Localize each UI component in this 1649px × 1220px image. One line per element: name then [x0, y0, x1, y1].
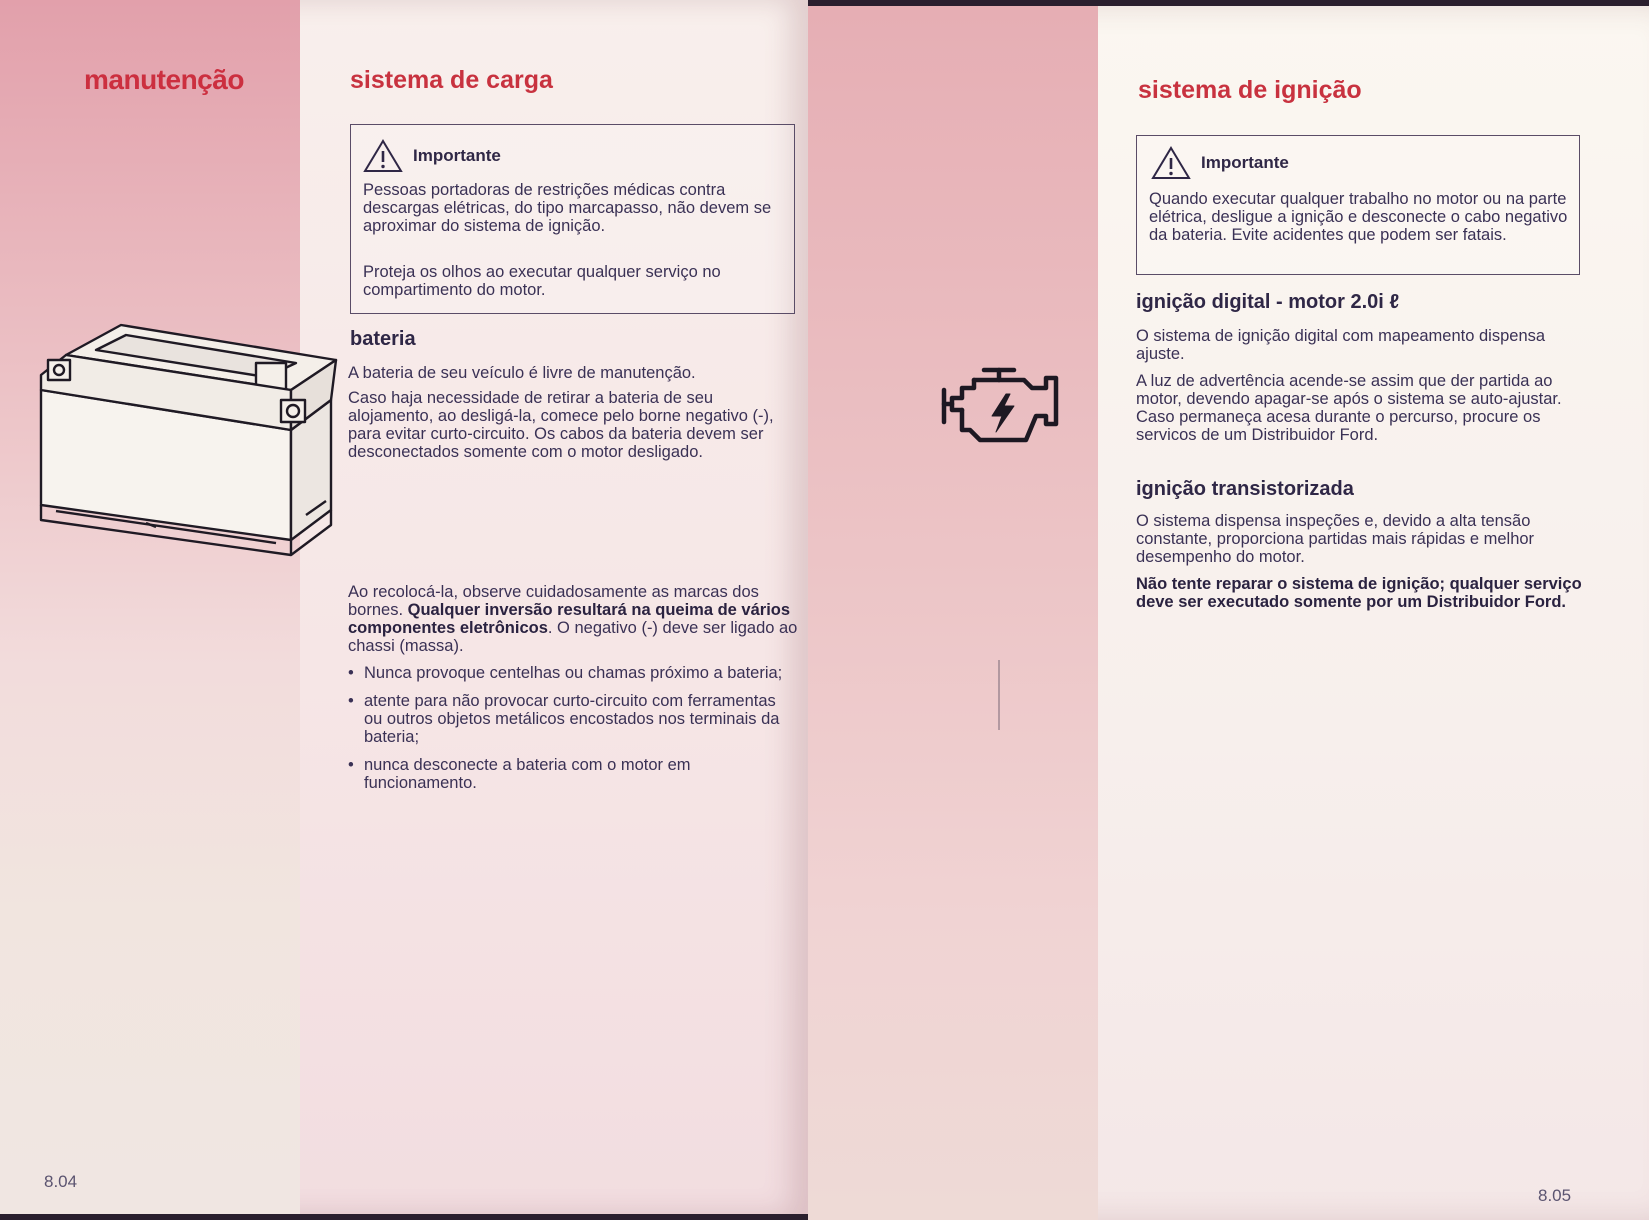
engine-warning-icon [940, 364, 1070, 448]
bateria-heading: bateria [350, 328, 416, 350]
important-title: Importante [1201, 153, 1289, 172]
important-header [1151, 146, 1289, 180]
battery-illustration [26, 315, 356, 565]
left-page [0, 0, 808, 1214]
important-text-2: Proteja os olhos ao executar qualquer serviço no compartimento do motor. [363, 263, 721, 299]
bateria-p3-end: . O negativo (-) deve ser ligado ao chassi (massa). [348, 619, 798, 655]
warning-triangle-icon [1151, 146, 1191, 180]
bateria-p2: Caso haja necessidade de retirar a bateria de seu alojamento, ao desligá-la, comece pelo borne negativo (-), para evitar curto-circuito. Os cabos da bateria devem ser desconectados somente com o motor desligado. [348, 389, 774, 461]
pen-mark [998, 660, 1000, 730]
important-text-1: Pessoas portadoras de restrições médicas contra descargas elétricas, do tipo marcapasso, não devem se aproximar do sistema de ignição. [363, 181, 772, 235]
digital-heading: ignição digital - motor 2.0i ℓ [1136, 291, 1400, 313]
important-text-right: Quando executar qualquer trabalho no motor ou na parte elétrica, desligue a ignição e desconecte o cabo negativo da bateria. Evite acidentes que podem ser fatais. [1149, 190, 1568, 244]
bateria-p3 [348, 583, 798, 655]
list-item: • atente para não provocar curto-circuito com ferramentas ou outros objetos metálicos encostados nos terminais da bateria; [348, 692, 798, 746]
transistor-p1: O sistema dispensa inspeções e, devido a alta tensão constante, proporciona partidas mais rápidas e melhor desempenho do motor. [1136, 512, 1535, 566]
bateria-bullet-list [348, 664, 798, 802]
important-box-left [350, 124, 795, 314]
left-color-band [0, 0, 300, 1214]
section-tab: manutenção [84, 64, 244, 95]
bateria-p1: A bateria de seu veículo é livre de manutenção. [348, 364, 696, 382]
right-color-band [808, 6, 1098, 1220]
page-title-right: sistema de ignição [1138, 76, 1362, 104]
bateria-p3-bold: Qualquer inversão resultará na queima de vários componentes eletrônicos [348, 601, 791, 637]
digital-p1: O sistema de ignição digital com mapeamento dispensa ajuste. [1136, 327, 1546, 363]
list-item: • Nunca provoque centelhas ou chamas próximo a bateria; [348, 664, 798, 682]
page-number-left: 8.04 [44, 1172, 78, 1191]
list-item: • nunca desconecte a bateria com o motor em funcionamento. [348, 756, 798, 792]
page-title-left: sistema de carga [350, 66, 553, 94]
bateria-p3-start: Ao recolocá-la, observe cuidadosamente as marcas dos bornes. [348, 583, 759, 619]
right-page [808, 6, 1649, 1220]
transistor-heading: ignição transistorizada [1136, 478, 1354, 500]
important-title: Importante [413, 146, 501, 165]
page-number-right: 8.05 [1538, 1186, 1572, 1205]
warning-triangle-icon [363, 139, 403, 173]
important-header [363, 139, 501, 173]
digital-p2: A luz de advertência acende-se assim que der partida ao motor, devendo apagar-se após o sistema se auto-ajustar. Caso permaneça acesa durante o percurso, procure os servicos de um Distribuidor Ford. [1136, 372, 1562, 444]
transistor-warning: Não tente reparar o sistema de ignição; qualquer serviço deve ser executado somente por um Distribuidor Ford. [1136, 575, 1582, 611]
important-box-right [1136, 135, 1580, 275]
